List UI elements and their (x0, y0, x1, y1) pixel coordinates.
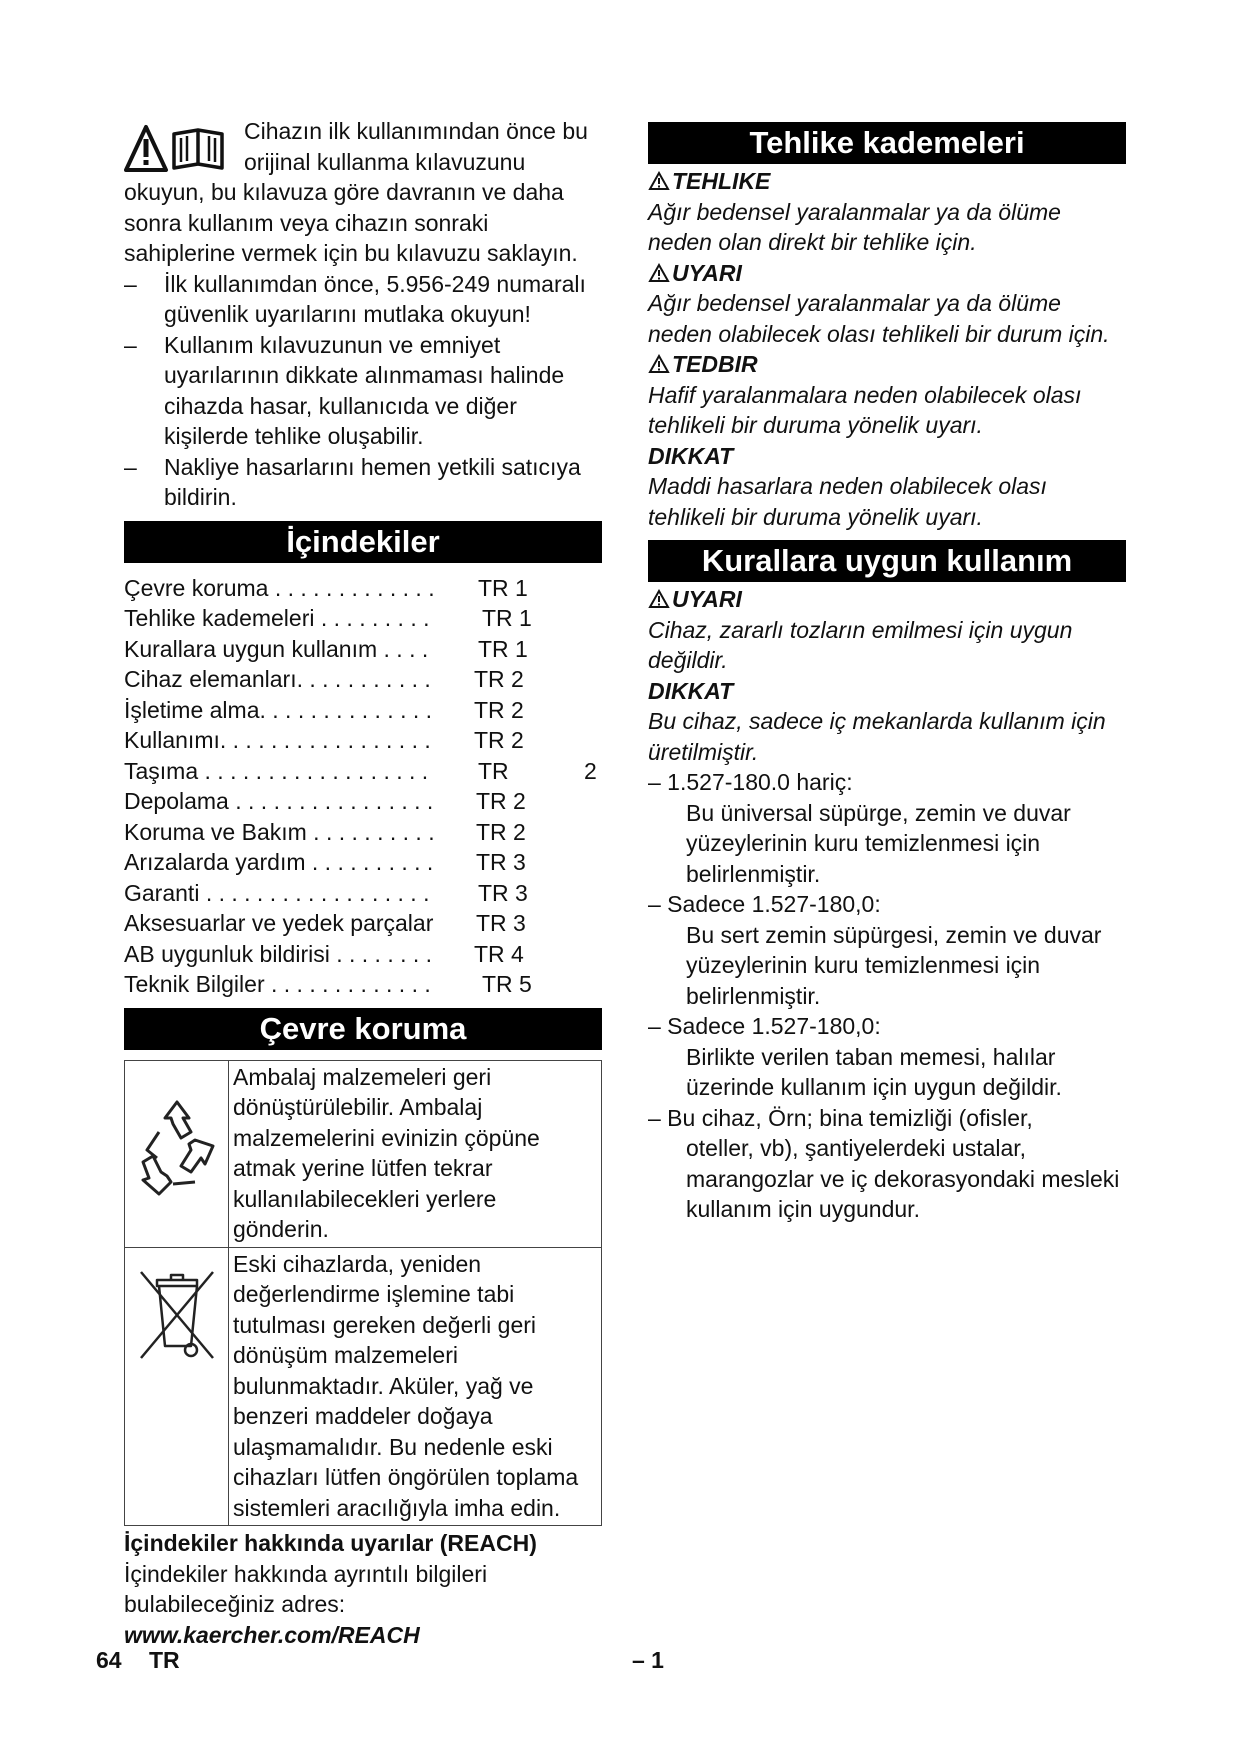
recycle-icon-cell (125, 1060, 229, 1247)
toc-row[interactable]: Koruma ve Bakım . . . . . . . . . . TR 2 (124, 818, 526, 845)
warning-triangle-icon (648, 263, 670, 283)
warning-read-manual-icon (124, 124, 240, 176)
list-item: – Kullanım kılavuzunun ve emniyet uyarılarının dikkate alınmaması halinde cihazda hasar, kullanıcıda ve diğer kişilerde tehlike oluşabilir. (124, 331, 565, 449)
environment-table (124, 1060, 602, 1527)
warning-triangle-icon (648, 589, 670, 609)
recycle-text: Ambalaj malzemeleri geri dönüştürülebilir. Ambalaj malzemelerini evinizin çöpüne atmak yerine lütfen tekrar kullanılabilecekleri yerlere gönderin. (229, 1060, 602, 1247)
hazard-description: Cihaz, zararlı tozların emilmesi için uygun değildir. (648, 616, 1073, 673)
toc-row[interactable]: AB uygunluk bildirisi . . . . . . . . TR 4 (124, 940, 524, 967)
toc-row[interactable]: Arızalarda yardım . . . . . . . . . . TR 3 (124, 849, 526, 875)
page-number: 64 (96, 1647, 122, 1673)
list-item: – Bu cihaz, Örn; bina temizliği (ofisler, oteller, vb), şantiyelerdeki ustalar, marangozlar ve iç dekorasyondaki mesleki kullanım için uygundur. (648, 1104, 1120, 1222)
toc-row[interactable]: Kullanımı. . . . . . . . . . . . . . . . . TR 2 (124, 727, 524, 753)
hazard-label: DIKKAT (648, 677, 734, 704)
list-item: – Sadece 1.527-180,0: Birlikte verilen taban memesi, halılar üzerinde kullanım için uygun değildir. (648, 1013, 1062, 1100)
toc-row[interactable]: Tehlike kademeleri . . . . . . . . . TR 1 (124, 605, 532, 631)
reach-title: İçindekiler hakkında uyarılar (REACH) (124, 1530, 537, 1556)
toc-row[interactable]: Kurallara uygun kullanım . . . . TR 1 (124, 635, 528, 662)
list-item: – Nakliye hasarlarını hemen yetkili satıcıya bildirin. (124, 453, 581, 510)
hazard-levels-heading: Tehlike kademeleri (648, 122, 1126, 164)
right-column (648, 122, 1126, 1225)
list-item: – İlk kullanımdan önce, 5.956-249 numaralı güvenlik uyarılarını mutlaka okuyun! (124, 270, 586, 327)
crossed-bin-icon-cell (125, 1247, 229, 1526)
hazard-description: Ağır bedensel yaralanmalar ya da ölüme neden olabilecek olası tehlikeli bir durum için. (648, 290, 1110, 347)
table-row (125, 1060, 602, 1247)
toc-row[interactable]: Taşıma . . . . . . . . . . . . . . . . . . TR 2 (124, 757, 597, 784)
left-column (124, 116, 602, 1650)
warning-triangle-icon (648, 354, 670, 374)
hazard-label: UYARI (648, 584, 1126, 615)
toc-heading: İçindekiler (124, 521, 602, 563)
hazard-description: Ağır bedensel yaralanmalar ya da ölüme neden olan direkt bir tehlike için. (648, 198, 1061, 255)
toc-row[interactable]: Depolama . . . . . . . . . . . . . . . . TR 2 (124, 788, 526, 814)
toc-row[interactable]: Çevre koruma . . . . . . . . . . . . . TR 1 (124, 574, 528, 601)
toc-row[interactable]: Aksesuarlar ve yedek parçalar TR 3 (124, 910, 526, 936)
intro-section (124, 116, 602, 513)
hazard-description: Bu cihaz, sadece iç mekanlarda kullanım için üretilmiştir. (648, 708, 1106, 765)
list-item: – 1.527-180.0 hariç: Bu üniversal süpürge, zemin ve duvar yüzeylerinin kuru temizlenmesi için belirlenmiştir. (648, 769, 1071, 887)
toc-row[interactable]: Garanti . . . . . . . . . . . . . . . . . . TR 3 (124, 879, 528, 906)
hazard-description: Hafif yaralanmalara neden olabilecek olası tehlikeli bir duruma yönelik uyarı. (648, 381, 1082, 438)
intro-list (124, 269, 602, 513)
page-label: – 1 (632, 1647, 664, 1673)
proper-use-list (648, 767, 1126, 1225)
hazard-label: TEDBIR (648, 349, 1126, 380)
reach-link[interactable]: www.kaercher.com/REACH (124, 1621, 420, 1648)
table-row (125, 1247, 602, 1526)
warning-triangle-icon (648, 171, 670, 191)
environment-heading: Çevre koruma (124, 1008, 602, 1050)
intro-text: Cihazın ilk kullanımından önce bu orijinal kullanma kılavuzunu okuyun, bu kılavuza göre davranın ve daha sonra kullanım veya cihazın sonraki sahiplerine vermek için bu kılavuzu saklayın. (124, 118, 588, 266)
proper-use-heading: Kurallara uygun kullanım (648, 540, 1126, 582)
hazard-label: UYARI (648, 258, 1126, 289)
crossed-bin-icon (135, 1266, 219, 1366)
hazard-label: TEHLIKE (648, 166, 1126, 197)
table-of-contents (124, 573, 602, 1000)
hazard-label: DIKKAT (648, 442, 734, 469)
toc-row[interactable]: Cihaz elemanları. . . . . . . . . . . TR 2 (124, 666, 524, 692)
hazard-description: Maddi hasarlara neden olabilecek olası tehlikeli bir duruma yönelik uyarı. (648, 473, 1047, 530)
toc-row[interactable]: İşletime alma. . . . . . . . . . . . . . TR 2 (124, 696, 524, 723)
reach-text: İçindekiler hakkında ayrıntılı bilgileri bulabileceğiniz adres: (124, 1560, 488, 1617)
language-code: TR (149, 1647, 180, 1673)
toc-row[interactable]: Teknik Bilgiler . . . . . . . . . . . . . TR 5 (124, 971, 532, 997)
recycle-icon (137, 1098, 217, 1202)
crossed-bin-text: Eski cihazlarda, yeniden değerlendirme işlemine tabi tutulması gereken değerli geri dönüşüm malzemeleri bulunmaktadır. Aküler, yağ ve benzeri maddeler doğaya ulaşmamalıdır. Bu nedenle eski cihazları lütfen öngörülen toplama sistemleri aracılığıyla imha edin. (229, 1247, 602, 1526)
intro-icons (124, 124, 240, 176)
list-item: – Sadece 1.527-180,0: Bu sert zemin süpürgesi, zemin ve duvar yüzeylerinin kuru temizlenmesi için belirlenmiştir. (648, 891, 1102, 1009)
